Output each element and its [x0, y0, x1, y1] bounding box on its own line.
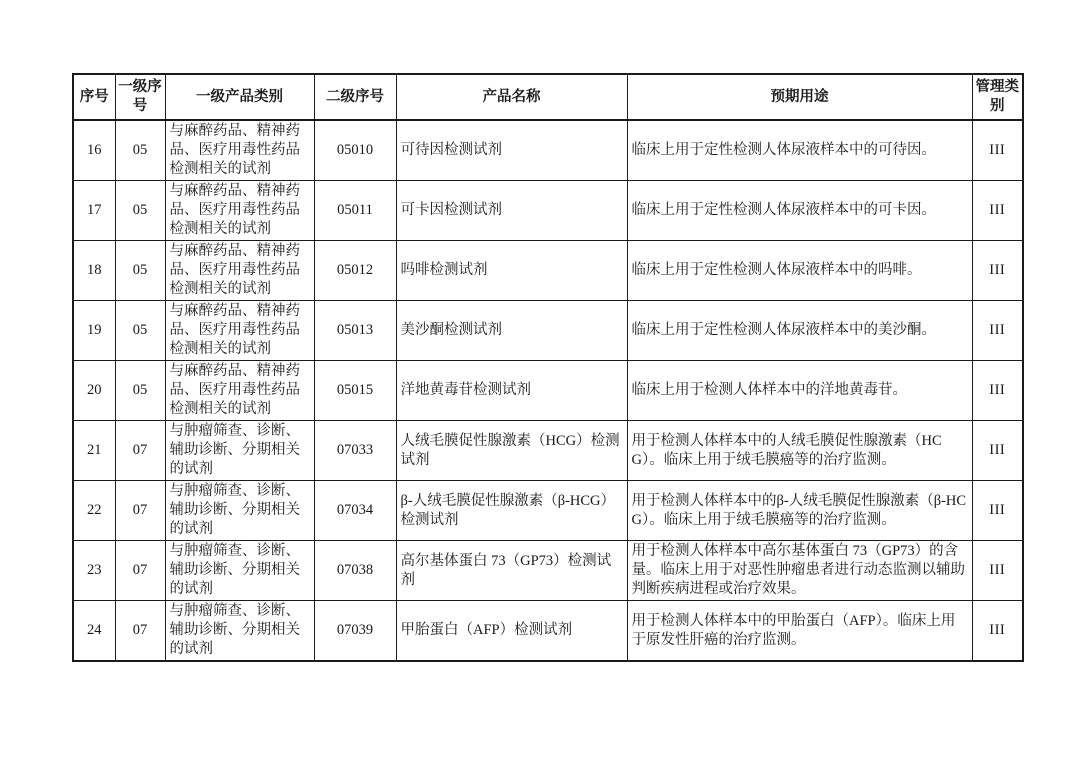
- table-row: [73, 421, 1023, 481]
- cell-product-name: 甲胎蛋白（AFP）检测试剂: [396, 601, 627, 662]
- cell-management-class: III: [972, 241, 1023, 301]
- cell-level1-serial: 05: [115, 241, 165, 301]
- cell-serial: 19: [73, 301, 115, 361]
- cell-intended-use: 用于检测人体样本中的人绒毛膜促性腺激素（HCG）。临床上用于绒毛膜癌等的治疗监测。: [627, 421, 972, 481]
- table-row: [73, 361, 1023, 421]
- cell-level1-serial: 05: [115, 120, 165, 181]
- cell-management-class: III: [972, 301, 1023, 361]
- cell-level2-serial: 05012: [314, 241, 396, 301]
- cell-serial: 21: [73, 421, 115, 481]
- cell-product-name: 美沙酮检测试剂: [396, 301, 627, 361]
- table-row: [73, 241, 1023, 301]
- cell-category: 与麻醉药品、精神药品、医疗用毒性药品检测相关的试剂: [165, 361, 314, 421]
- col-header-management-class: 管理类别: [972, 74, 1023, 120]
- cell-product-name: 可卡因检测试剂: [396, 181, 627, 241]
- cell-level2-serial: 07039: [314, 601, 396, 662]
- cell-intended-use: 临床上用于定性检测人体尿液样本中的吗啡。: [627, 241, 972, 301]
- cell-intended-use: 用于检测人体样本中的甲胎蛋白（AFP）。临床上用于原发性肝癌的治疗监测。: [627, 601, 972, 662]
- cell-category: 与麻醉药品、精神药品、医疗用毒性药品检测相关的试剂: [165, 120, 314, 181]
- cell-level2-serial: 05011: [314, 181, 396, 241]
- table-row: [73, 541, 1023, 601]
- cell-level1-serial: 07: [115, 481, 165, 541]
- cell-level1-serial: 05: [115, 301, 165, 361]
- table-row: [73, 301, 1023, 361]
- cell-product-name: 可待因检测试剂: [396, 120, 627, 181]
- table-row: [73, 601, 1023, 662]
- cell-level2-serial: 05015: [314, 361, 396, 421]
- cell-level2-serial: 07034: [314, 481, 396, 541]
- col-header-serial: 序号: [73, 74, 115, 120]
- cell-serial: 22: [73, 481, 115, 541]
- col-header-intended-use: 预期用途: [627, 74, 972, 120]
- cell-serial: 23: [73, 541, 115, 601]
- col-header-level2-serial: 二级序号: [314, 74, 396, 120]
- cell-level1-serial: 05: [115, 181, 165, 241]
- cell-level1-serial: 07: [115, 541, 165, 601]
- cell-intended-use: 临床上用于检测人体样本中的洋地黄毒苷。: [627, 361, 972, 421]
- product-catalog-table: [72, 73, 1024, 662]
- cell-level1-serial: 07: [115, 421, 165, 481]
- cell-intended-use: 用于检测人体样本中的β-人绒毛膜促性腺激素（β-HCG）。临床上用于绒毛膜癌等的治疗监测。: [627, 481, 972, 541]
- table-row: [73, 181, 1023, 241]
- cell-serial: 18: [73, 241, 115, 301]
- col-header-product-name: 产品名称: [396, 74, 627, 120]
- cell-level2-serial: 05013: [314, 301, 396, 361]
- cell-category: 与肿瘤筛查、诊断、辅助诊断、分期相关的试剂: [165, 481, 314, 541]
- cell-management-class: III: [972, 361, 1023, 421]
- table-row: [73, 481, 1023, 541]
- table-header-row: [73, 74, 1023, 120]
- cell-intended-use: 临床上用于定性检测人体尿液样本中的可待因。: [627, 120, 972, 181]
- cell-category: 与麻醉药品、精神药品、医疗用毒性药品检测相关的试剂: [165, 301, 314, 361]
- cell-level1-serial: 05: [115, 361, 165, 421]
- cell-category: 与肿瘤筛查、诊断、辅助诊断、分期相关的试剂: [165, 601, 314, 662]
- cell-level1-serial: 07: [115, 601, 165, 662]
- cell-level2-serial: 07038: [314, 541, 396, 601]
- cell-serial: 16: [73, 120, 115, 181]
- cell-level2-serial: 05010: [314, 120, 396, 181]
- cell-product-name: 人绒毛膜促性腺激素（HCG）检测试剂: [396, 421, 627, 481]
- cell-serial: 17: [73, 181, 115, 241]
- cell-category: 与肿瘤筛查、诊断、辅助诊断、分期相关的试剂: [165, 541, 314, 601]
- cell-level2-serial: 07033: [314, 421, 396, 481]
- cell-management-class: III: [972, 601, 1023, 662]
- cell-category: 与麻醉药品、精神药品、医疗用毒性药品检测相关的试剂: [165, 181, 314, 241]
- cell-management-class: III: [972, 541, 1023, 601]
- cell-product-name: 高尔基体蛋白 73（GP73）检测试剂: [396, 541, 627, 601]
- cell-serial: 20: [73, 361, 115, 421]
- cell-management-class: III: [972, 421, 1023, 481]
- cell-serial: 24: [73, 601, 115, 662]
- cell-intended-use: 临床上用于定性检测人体尿液样本中的美沙酮。: [627, 301, 972, 361]
- cell-product-name: β-人绒毛膜促性腺激素（β-HCG）检测试剂: [396, 481, 627, 541]
- table-row: [73, 120, 1023, 181]
- cell-product-name: 洋地黄毒苷检测试剂: [396, 361, 627, 421]
- cell-product-name: 吗啡检测试剂: [396, 241, 627, 301]
- cell-intended-use: 临床上用于定性检测人体尿液样本中的可卡因。: [627, 181, 972, 241]
- cell-category: 与麻醉药品、精神药品、医疗用毒性药品检测相关的试剂: [165, 241, 314, 301]
- cell-category: 与肿瘤筛查、诊断、辅助诊断、分期相关的试剂: [165, 421, 314, 481]
- cell-management-class: III: [972, 120, 1023, 181]
- cell-management-class: III: [972, 181, 1023, 241]
- col-header-category: 一级产品类别: [165, 74, 314, 120]
- cell-intended-use: 用于检测人体样本中高尔基体蛋白 73（GP73）的含量。临床上用于对恶性肿瘤患者进行动态监测以辅助判断疾病进程或治疗效果。: [627, 541, 972, 601]
- col-header-level1-serial: 一级序号: [115, 74, 165, 120]
- cell-management-class: III: [972, 481, 1023, 541]
